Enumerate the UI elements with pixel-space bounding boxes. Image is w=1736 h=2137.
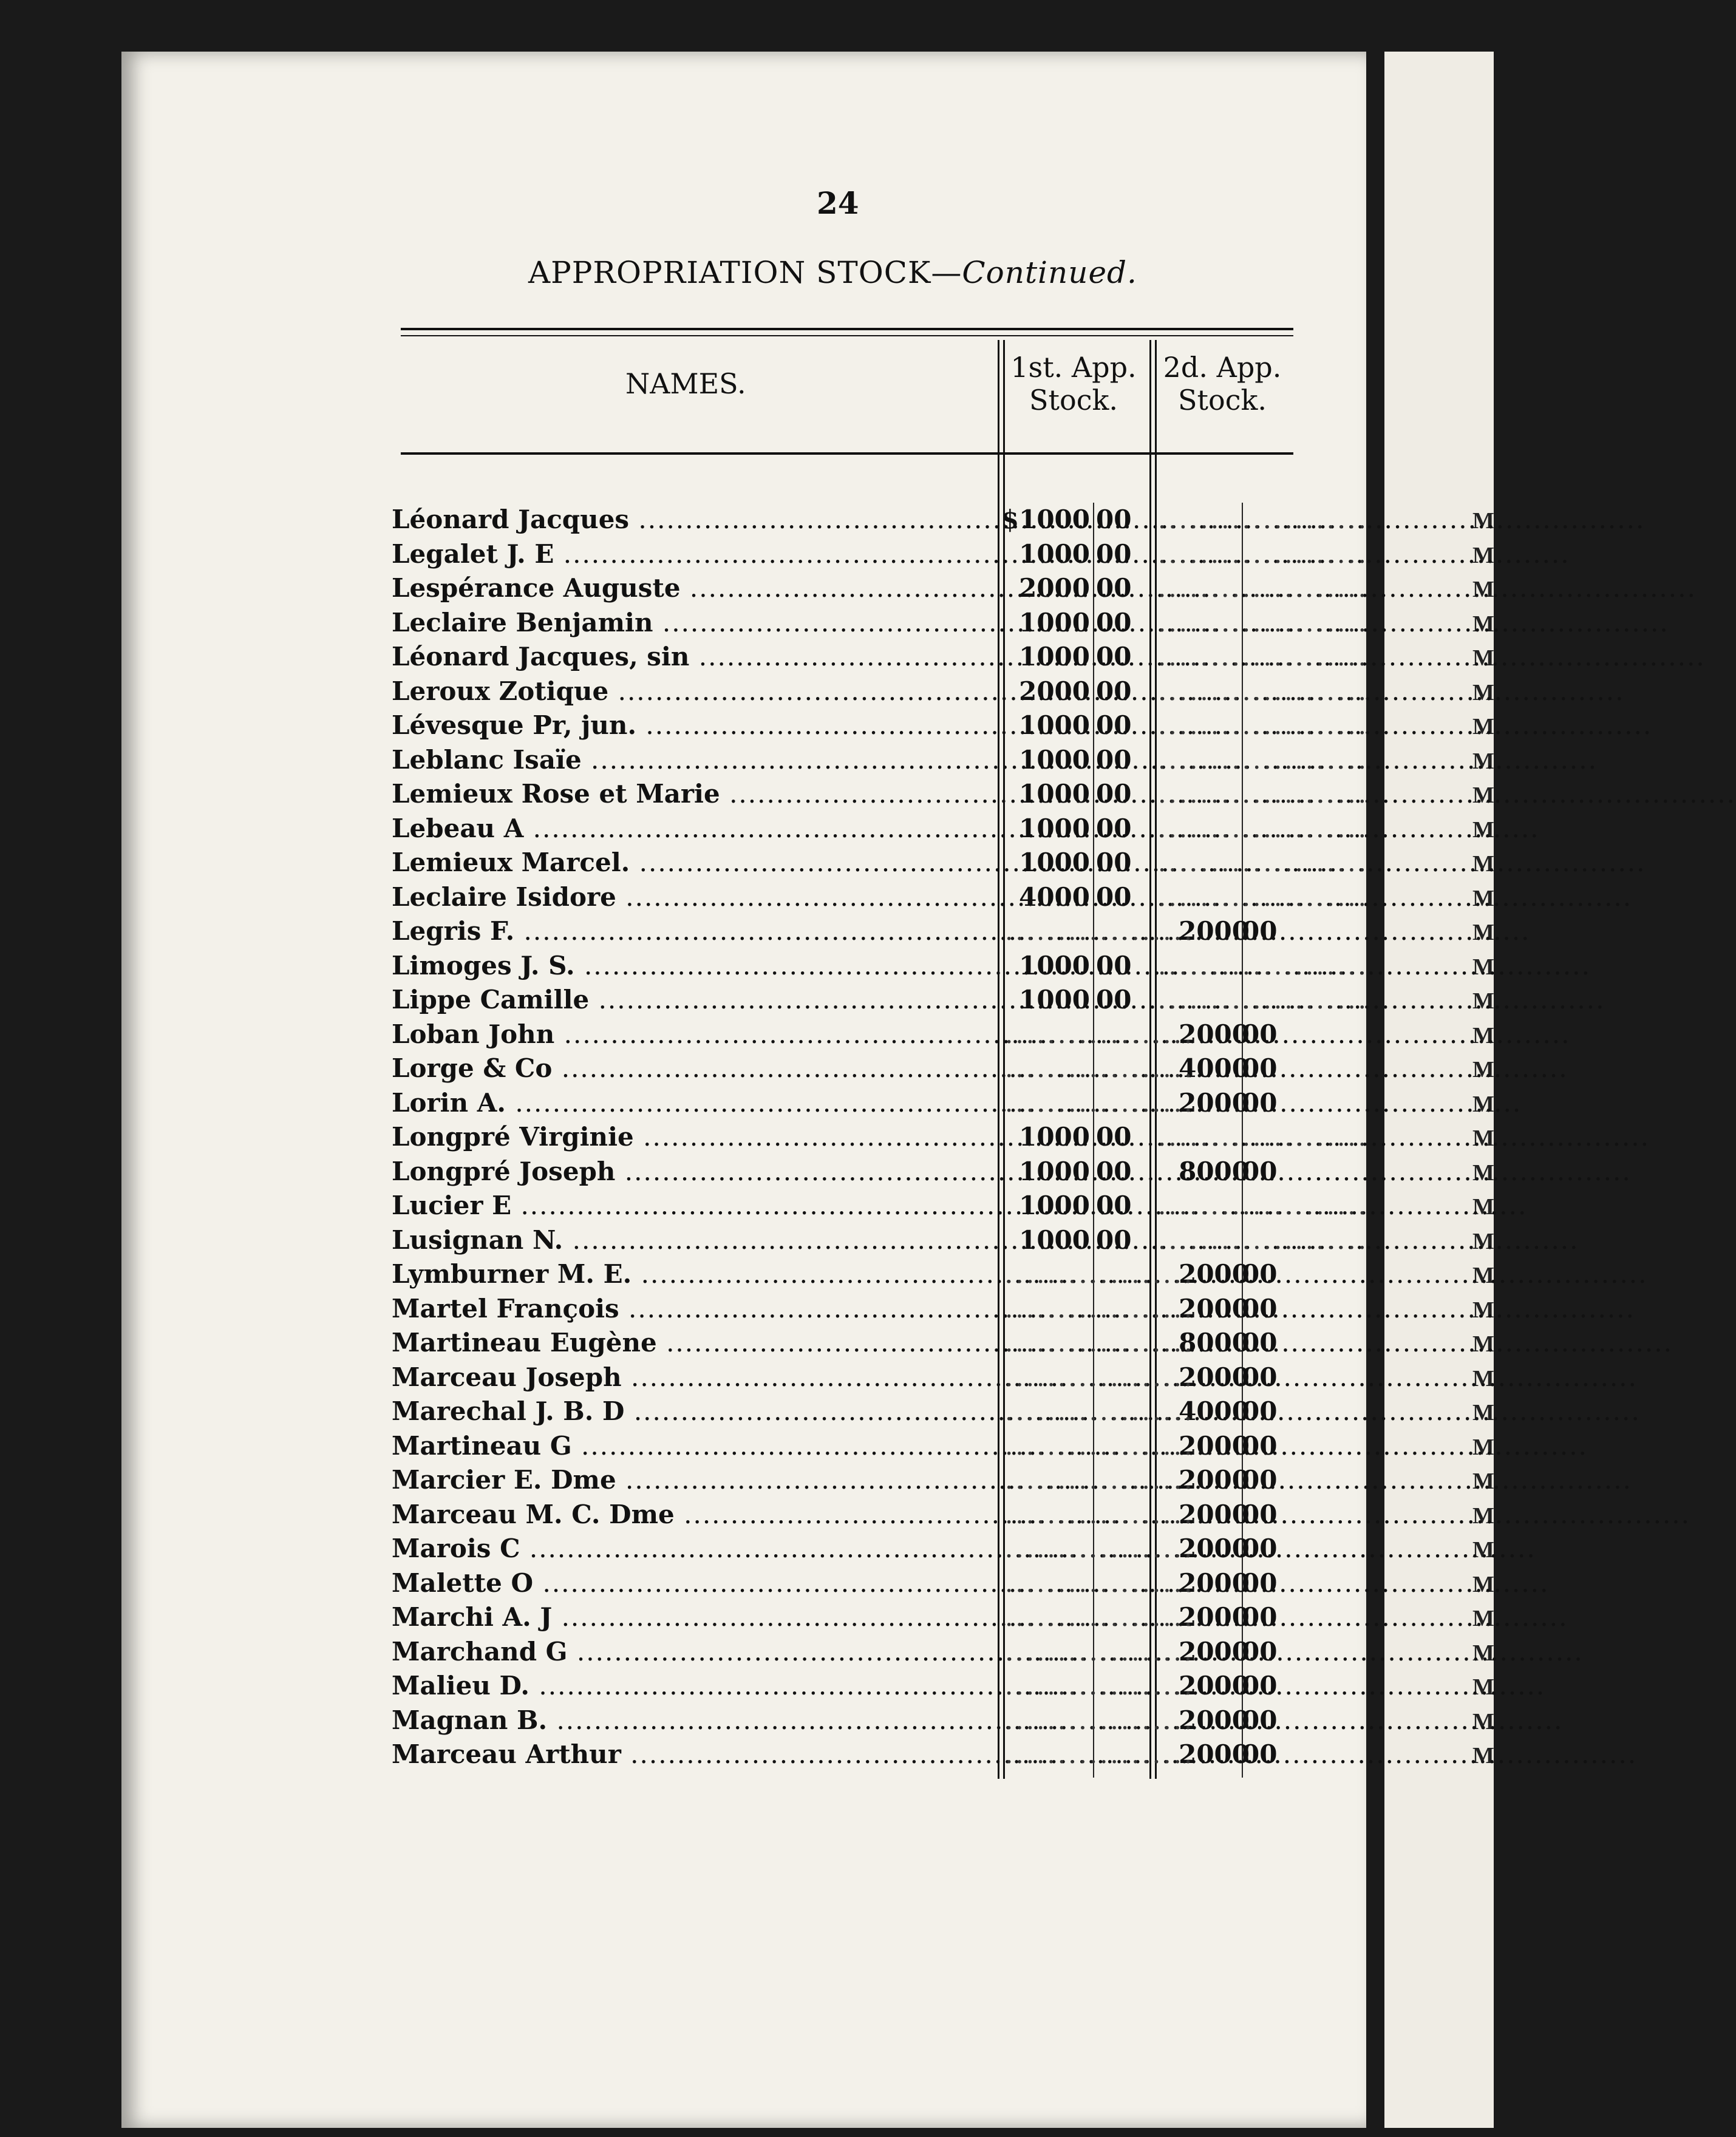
table-row [392, 1223, 1369, 1258]
second-app-cents: 00 [1242, 1636, 1278, 1666]
holder-name: Marceau Arthur ..... [392, 1738, 999, 1772]
holder-name: Lévesque Pr, jun. ..... [392, 708, 999, 743]
empty-cell-dots: .................. [1005, 1534, 1195, 1563]
first-app-cents: 00 [1096, 1122, 1132, 1152]
first-app-amount: 1000 [1019, 813, 1090, 843]
table-row [392, 1086, 1290, 1121]
empty-cell-dots: .................. [1005, 1568, 1195, 1598]
second-app-amount: 8000 [1179, 1156, 1250, 1186]
holder-name: Léonard Jacques ..... [392, 503, 999, 537]
page-number: 24 [817, 185, 859, 221]
first-app-amount: 1000 [1019, 642, 1090, 671]
table-row [392, 1738, 1290, 1772]
first-app-amount: 1000 [1019, 779, 1090, 809]
adjacent-page-letter: M [1472, 1537, 1494, 1563]
second-app-amount: 2000 [1179, 1430, 1250, 1461]
empty-cell-dots: .................... [1158, 676, 1369, 706]
table-row [392, 1018, 1290, 1052]
first-app-amount: 1000 [1019, 1122, 1090, 1152]
first-app-cents: 00 [1096, 848, 1132, 877]
first-app-header-line2: Stock. [1029, 384, 1118, 416]
second-app-cents: 00 [1242, 1362, 1278, 1392]
empty-cell-dots: .................... [1158, 710, 1369, 740]
first-app-cents: 00 [1096, 1225, 1132, 1255]
empty-cell-dots: .................... [1158, 1122, 1369, 1152]
empty-cell-dots: .................. [1005, 916, 1195, 946]
second-app-amount: 2000 [1179, 1499, 1250, 1529]
second-app-amount: 2000 [1179, 1259, 1250, 1289]
empty-cell-dots: .................... [1158, 985, 1369, 1014]
second-app-cents: 00 [1242, 1430, 1278, 1461]
adjacent-page-letter: M [1472, 1126, 1494, 1151]
adjacent-page-letter: M [1472, 817, 1494, 843]
holder-name: Lymburner M. E. ..... [392, 1257, 999, 1292]
holder-name: Magnan B. ..... [392, 1704, 999, 1738]
table-row [392, 503, 1369, 537]
empty-cell-dots: .................. [1005, 1328, 1195, 1357]
second-app-amount: 2000 [1179, 1534, 1250, 1563]
table-row [392, 1429, 1290, 1464]
holder-name: Lippe Camille ..... [392, 983, 999, 1018]
adjacent-page-letter: M [1472, 1708, 1494, 1734]
second-app-cents: 00 [1242, 1396, 1278, 1426]
second-app-amount: 2000 [1179, 1465, 1250, 1495]
table-row [392, 1600, 1290, 1635]
first-app-amount: 4000 [1019, 882, 1090, 912]
table-row [392, 777, 1369, 812]
table-row [392, 606, 1369, 640]
first-app-header [1001, 351, 1146, 416]
table-row [392, 743, 1369, 778]
adjacent-page-letter: M [1472, 1640, 1494, 1666]
table-row [392, 1326, 1290, 1361]
holder-name: Lusignan N. ..... [392, 1223, 999, 1258]
header-rule [401, 452, 1293, 455]
adjacent-page-letter: M [1472, 783, 1494, 808]
empty-cell-dots: .................. [1005, 1259, 1195, 1289]
first-app-cents: 00 [1096, 813, 1132, 843]
first-app-amount: 1000 [1019, 950, 1090, 980]
adjacent-page-letter: M [1472, 1057, 1494, 1082]
holder-name: Marchand G ..... [392, 1635, 999, 1670]
empty-cell-dots: .................... [1158, 505, 1369, 534]
adjacent-page-letter: M [1472, 1469, 1494, 1494]
empty-cell-dots: .................. [1005, 1293, 1195, 1323]
table-row [392, 1566, 1290, 1601]
empty-cell-dots: .................. [1005, 1636, 1195, 1666]
second-app-cents: 00 [1242, 1568, 1278, 1598]
first-app-amount: 2000 [1019, 573, 1090, 603]
first-app-cents: 00 [1096, 573, 1132, 603]
second-app-amount: 2000 [1179, 1293, 1250, 1323]
empty-cell-dots: .................. [1005, 1705, 1195, 1735]
first-app-cents: 00 [1096, 642, 1132, 671]
table-row [392, 1463, 1290, 1498]
adjacent-page-letter: M [1472, 679, 1494, 705]
adjacent-page-letter: M [1472, 1194, 1494, 1220]
holder-name: Lorge & Co ..... [392, 1052, 999, 1086]
adjacent-page-letter: M [1472, 748, 1494, 774]
table-row [392, 708, 1369, 743]
table-row [392, 1189, 1369, 1223]
table-row [392, 1155, 1290, 1189]
adjacent-page-letter: M [1472, 1091, 1494, 1117]
second-app-cents: 00 [1242, 1087, 1278, 1118]
adjacent-page-letter: M [1472, 1263, 1494, 1288]
second-app-amount: 4000 [1179, 1396, 1250, 1426]
second-app-amount: 2000 [1179, 1019, 1250, 1049]
empty-cell-dots: .................. [1005, 1430, 1195, 1461]
second-app-amount: 2000 [1179, 1087, 1250, 1118]
first-app-cents: 00 [1096, 676, 1132, 706]
second-app-amount: 8000 [1179, 1328, 1250, 1357]
table-row [392, 1052, 1290, 1086]
holder-name: Marechal J. B. D ..... [392, 1395, 999, 1429]
empty-cell-dots: .................... [1158, 744, 1369, 775]
table-row [392, 1704, 1290, 1738]
holder-name: Marceau Joseph ..... [392, 1361, 999, 1395]
first-app-header-line1: 1st. App. [1010, 351, 1137, 384]
adjacent-page-letter: M [1472, 1571, 1494, 1597]
second-app-cents: 00 [1242, 1465, 1278, 1495]
second-app-amount: 2000 [1179, 1671, 1250, 1700]
second-app-cents: 00 [1242, 1328, 1278, 1357]
first-app-amount: 1000 [1019, 538, 1090, 569]
first-app-amount: 2000 [1019, 676, 1090, 706]
table-row [392, 914, 1290, 949]
holder-name: Loban John ..... [392, 1018, 999, 1052]
adjacent-page-letter: M [1472, 920, 1494, 945]
holder-name: Martel François ..... [392, 1292, 999, 1327]
first-app-amount: 1000 [1019, 1156, 1090, 1186]
empty-cell-dots: .................. [1005, 1739, 1195, 1769]
table-row [392, 1395, 1290, 1429]
empty-cell-dots: .................. [1005, 1396, 1195, 1426]
table-row [392, 1292, 1290, 1327]
empty-cell-dots: .................. [1005, 1362, 1195, 1392]
title-main: APPROPRIATION STOCK— [528, 255, 962, 290]
first-app-cents: 00 [1096, 710, 1132, 740]
second-app-amount: 2000 [1179, 1568, 1250, 1598]
second-app-cents: 00 [1242, 1739, 1278, 1769]
holder-name: Leclaire Isidore ..... [392, 880, 999, 915]
holder-name: Limoges J. S. ..... [392, 949, 999, 984]
holder-name: Lucier E ..... [392, 1189, 999, 1223]
table-row [392, 537, 1369, 572]
empty-cell-dots: .................... [1158, 607, 1369, 637]
table-row [392, 1257, 1290, 1292]
holder-name: Martineau G ..... [392, 1429, 999, 1464]
first-app-cents: 00 [1096, 505, 1132, 534]
second-app-cents: 00 [1242, 1053, 1278, 1083]
first-app-amount: 1000 [1019, 710, 1090, 740]
adjacent-page-letter: M [1472, 577, 1494, 602]
table-row [392, 1669, 1290, 1704]
holder-name: Lorin A. ..... [392, 1086, 999, 1121]
empty-cell-dots: .................. [1005, 1053, 1195, 1083]
holder-name: Legris F. ..... [392, 914, 999, 949]
adjacent-page-letter: M [1472, 1331, 1494, 1357]
holder-name: Lemieux Rose et Marie ..... [392, 777, 999, 812]
empty-cell-dots: .................... [1158, 848, 1369, 877]
table-row [392, 880, 1369, 915]
table-row [392, 674, 1369, 709]
second-app-cents: 00 [1242, 1499, 1278, 1529]
empty-cell-dots: .................. [1005, 1465, 1195, 1495]
holder-name: Lebeau A ..... [392, 812, 999, 846]
adjacent-page-letter: M [1472, 1400, 1494, 1425]
second-app-amount: 2000 [1179, 1739, 1250, 1769]
first-app-cents: 00 [1096, 882, 1132, 912]
second-app-cents: 00 [1242, 1671, 1278, 1700]
empty-cell-dots: .................... [1158, 642, 1369, 671]
empty-cell-dots: .................. [1005, 1671, 1195, 1700]
table-row [392, 1120, 1369, 1155]
top-rule-thin [401, 335, 1293, 336]
second-app-header-line1: 2d. App. [1163, 351, 1282, 384]
holder-name: Marchi A. J ..... [392, 1600, 999, 1635]
second-app-amount: 2000 [1179, 1705, 1250, 1735]
holder-name: Legalet J. E ..... [392, 537, 999, 572]
adjacent-page-letter: M [1472, 1228, 1494, 1254]
holder-name: Malette O ..... [392, 1566, 999, 1601]
empty-cell-dots: .................... [1158, 882, 1369, 912]
holder-name: Marois C ..... [392, 1532, 999, 1566]
second-app-cents: 00 [1242, 1705, 1278, 1735]
first-app-cents: 00 [1096, 607, 1132, 637]
adjacent-page-letter: M [1472, 1743, 1494, 1768]
table-row [392, 640, 1369, 674]
empty-cell-dots: .................... [1158, 779, 1369, 809]
holder-name: Marceau M. C. Dme ..... [392, 1498, 999, 1532]
holder-name: Léonard Jacques, sin ..... [392, 640, 999, 674]
holder-name: Leroux Zotique ..... [392, 674, 999, 709]
holder-name: Leblanc Isaïe ..... [392, 743, 999, 778]
empty-cell-dots: .................. [1005, 1602, 1195, 1632]
adjacent-page-letter: M [1472, 954, 1494, 980]
first-app-cents: 00 [1096, 1191, 1132, 1220]
holder-name: Longpré Virginie ..... [392, 1120, 999, 1155]
table-row [392, 949, 1369, 984]
second-app-cents: 00 [1242, 1156, 1278, 1186]
top-rule [401, 328, 1293, 330]
second-app-cents: 00 [1242, 1602, 1278, 1632]
adjacent-page-letter: M [1472, 1160, 1494, 1186]
first-app-amount: 1000 [1019, 607, 1090, 637]
first-app-cents: 00 [1096, 538, 1132, 569]
first-app-amount: 1000 [1019, 848, 1090, 877]
table-row [392, 1361, 1290, 1395]
second-app-cents: 00 [1242, 1259, 1278, 1289]
table-row [392, 1532, 1290, 1566]
second-app-cents: 00 [1242, 916, 1278, 946]
second-app-amount: 2000 [1179, 1636, 1250, 1666]
first-app-amount: 1000 [1019, 985, 1090, 1014]
adjacent-page-letter: M [1472, 1606, 1494, 1631]
second-app-amount: 4000 [1179, 1053, 1250, 1083]
empty-cell-dots: .................... [1158, 813, 1369, 843]
holder-name: Lemieux Marcel. ..... [392, 846, 999, 880]
adjacent-page-letter: M [1472, 1365, 1494, 1391]
empty-cell-dots: .................... [1158, 538, 1369, 569]
adjacent-page-letter: M [1472, 1503, 1494, 1529]
second-app-amount: 2000 [1179, 916, 1250, 946]
table-row [392, 812, 1369, 846]
adjacent-page-letter: M [1472, 1297, 1494, 1323]
table-row [392, 983, 1369, 1018]
adjacent-page-letter: M [1472, 645, 1494, 671]
empty-cell-dots: .................... [1158, 950, 1369, 980]
holder-name: Leclaire Benjamin ..... [392, 606, 999, 640]
second-app-amount: 2000 [1179, 1362, 1250, 1392]
empty-cell-dots: .................... [1158, 573, 1369, 603]
first-app-cents: 00 [1096, 1156, 1132, 1186]
first-app-cents: 00 [1096, 744, 1132, 775]
empty-cell-dots: .................. [1005, 1087, 1195, 1118]
first-app-amount: 1000 [1019, 744, 1090, 775]
holder-name: Marcier E. Dme ..... [392, 1463, 999, 1498]
names-header: NAMES. [625, 367, 746, 400]
second-app-cents: 00 [1242, 1293, 1278, 1323]
adjacent-page-letter: M [1472, 714, 1494, 739]
empty-cell-dots: .................. [1005, 1499, 1195, 1529]
page-title [528, 255, 1137, 290]
second-app-header [1152, 351, 1292, 416]
table-row [392, 1635, 1290, 1670]
first-app-amount: 1000 [1019, 1225, 1090, 1255]
holder-name: Malieu D. ..... [392, 1669, 999, 1704]
adjacent-page-letter: M [1472, 542, 1494, 568]
second-app-header-line2: Stock. [1178, 384, 1267, 416]
first-app-cents: 00 [1096, 779, 1132, 809]
first-app-cents: 00 [1096, 950, 1132, 980]
table-row [392, 571, 1369, 606]
table-row [392, 1498, 1290, 1532]
adjacent-page-letter: M [1472, 1022, 1494, 1048]
second-app-cents: 00 [1242, 1534, 1278, 1563]
holder-name: Lespérance Auguste ..... [392, 571, 999, 606]
empty-cell-dots: .................... [1158, 1191, 1369, 1220]
adjacent-page-letter: M [1472, 988, 1494, 1014]
adjacent-page-letter: M [1472, 611, 1494, 637]
adjacent-page-letter: M [1472, 1434, 1494, 1460]
table-row [392, 846, 1369, 880]
adjacent-page-letter: M [1472, 508, 1494, 534]
adjacent-page-letter: M [1472, 885, 1494, 911]
adjacent-page-letter: M [1472, 1674, 1494, 1700]
second-app-amount: 2000 [1179, 1602, 1250, 1632]
first-app-amount: 1000 [1019, 1191, 1090, 1220]
holder-name: Longpré Joseph ..... [392, 1155, 999, 1189]
empty-cell-dots: .................... [1158, 1225, 1369, 1255]
second-app-cents: 00 [1242, 1019, 1278, 1049]
first-app-amount: $1000 [1001, 505, 1090, 534]
title-continued: Continued. [962, 255, 1137, 290]
first-app-cents: 00 [1096, 985, 1132, 1014]
adjacent-page-letter: M [1472, 851, 1494, 877]
empty-cell-dots: .................. [1005, 1019, 1195, 1049]
holder-name: Martineau Eugène ..... [392, 1326, 999, 1361]
stock-table [392, 503, 1369, 1772]
